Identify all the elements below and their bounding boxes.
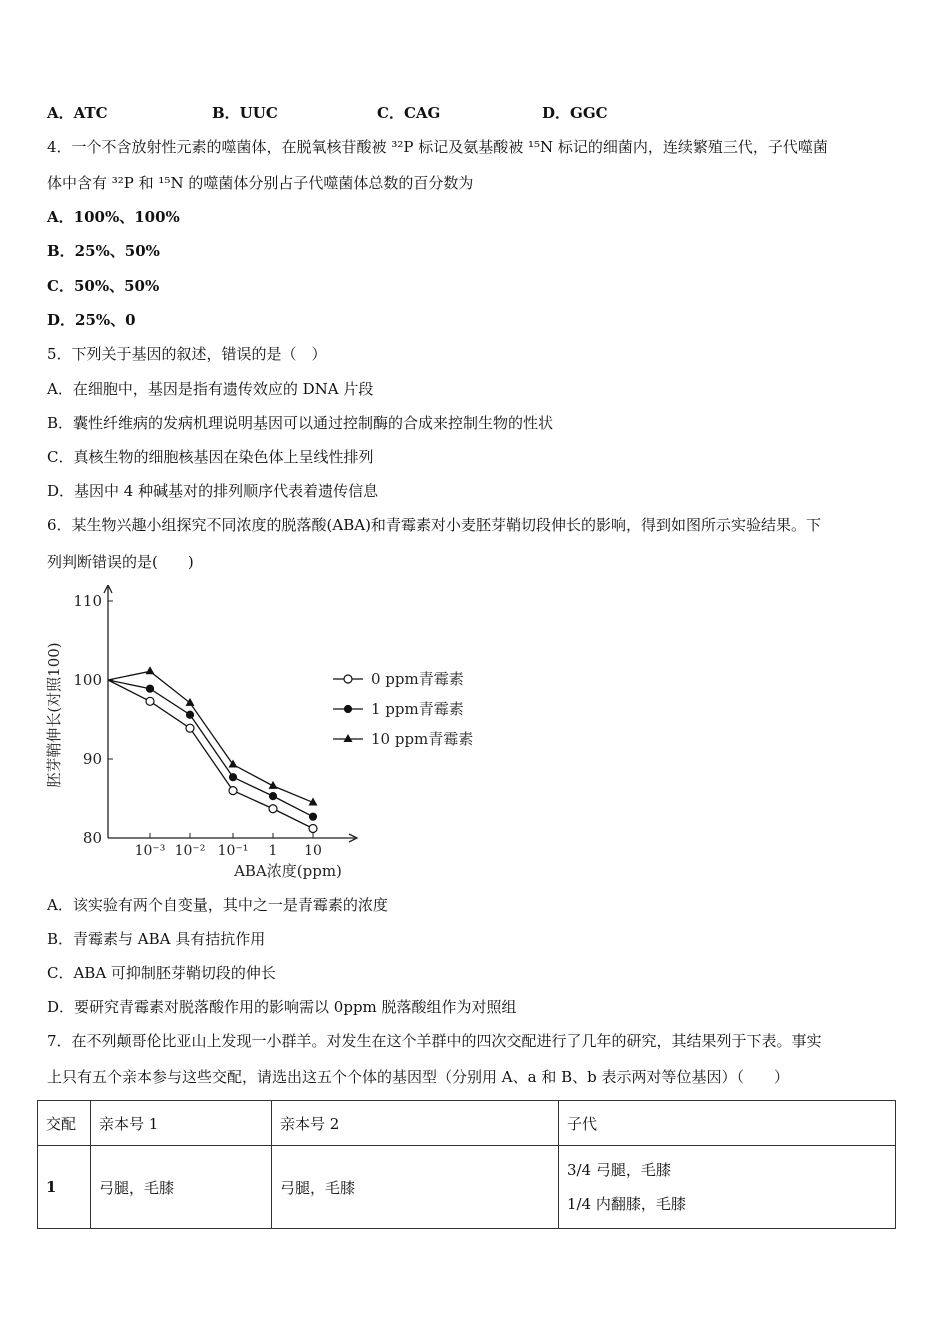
q4-option-b: B．25%、50% [47,242,160,260]
q4-option-c: C．50%、50% [47,277,160,295]
q4-stem-cont: 体中含有 ³²P 和 ¹⁵N 的噬菌体分别占子代噬菌体总数的百分数为 [47,174,474,192]
q6-option-d: D．要研究青霉素对脱落酸作用的影响需以 0ppm 脱落酸组作为对照组 [47,998,517,1016]
q6-stem: 6．某生物兴趣小组探究不同浓度的脱落酸(ABA)和青霉素对小麦胚芽鞘切段伸长的影响，得到如图所示实验结果。下 [47,516,821,534]
data-point-triangle [186,698,195,706]
offspring-line: 3/4 弓腿，毛膝 [567,1161,671,1179]
q6-stem-cont: 列判断错误的是( ) [47,553,194,571]
aba-chart [40,585,500,885]
q6-option-c: C．ABA 可抑制胚芽鞘切段的伸长 [47,964,276,982]
table-header-row [38,1101,896,1146]
q4-option-a: A．100%、100% [47,208,180,226]
series-line [108,671,313,802]
data-point-triangle [146,666,155,674]
q5-option-a: A．在细胞中，基因是指有遗传效应的 DNA 片段 [47,380,374,398]
data-point-open-circle [186,724,194,732]
table-cell: 弓腿，毛膝 [91,1146,272,1229]
q3-option-c: C．CAG [377,104,441,122]
table-cell: 1 [38,1146,91,1229]
table-row [38,1146,896,1229]
q3-option-a: A．ATC [47,104,108,122]
q4-stem: 4．一个不含放射性元素的噬菌体，在脱氧核苷酸被 ³²P 标记及氨基酸被 ¹⁵N 标记的细菌内，连续繁殖三代，子代噬菌 [47,138,828,156]
x-tick-label: 10 [304,843,322,859]
mating-table [37,1100,896,1229]
q5-option-b: B．囊性纤维病的发病机理说明基因可以通过控制酶的合成来控制生物的性状 [47,414,554,432]
x-axis-label: ABA浓度(ppm) [234,862,342,880]
series-line [108,680,313,817]
series-1 [108,680,317,820]
series-2 [108,666,318,805]
y-tick-label: 110 [73,592,102,610]
x-tick-label: 10⁻² [174,843,206,859]
y-tick-label: 100 [73,671,102,689]
series-0 [108,680,317,833]
data-point-open-circle [309,825,317,833]
q6-option-a: A．该实验有两个自变量，其中之一是青霉素的浓度 [47,896,388,914]
q7-stem: 7．在不列颠哥伦比亚山上发现一小群羊。对发生在这个羊群中的四次交配进行了几年的研究，其结果列于下表。事实 [47,1032,822,1050]
legend-label: 0 ppm青霉素 [371,670,464,688]
data-point-filled-circle [147,685,154,692]
q4-option-d: D．25%、0 [47,311,136,329]
header-cell: 交配 [38,1101,91,1146]
x-tick-label: 10⁻³ [134,843,166,859]
q6-option-b: B．青霉素与 ABA 具有拮抗作用 [47,930,266,948]
data-point-triangle [344,734,353,742]
y-tick-label: 90 [82,750,102,768]
offspring-line: 1/4 内翻膝，毛膝 [567,1195,686,1213]
data-point-filled-circle [270,793,277,800]
data-point-filled-circle [187,711,194,718]
table-cell: 弓腿，毛膝 [272,1146,559,1229]
data-point-open-circle [269,805,277,813]
q5-stem: 5．下列关于基因的叙述，错误的是（ ） [47,345,327,363]
data-point-filled-circle [310,813,317,820]
q3-option-d: D．GGC [542,104,608,122]
data-point-filled-circle [230,774,237,781]
legend-label: 1 ppm青霉素 [371,700,464,718]
q5-option-d: D．基因中 4 种碱基对的排列顺序代表着遗传信息 [47,482,379,500]
q5-option-c: C．真核生物的细胞核基因在染色体上呈线性排列 [47,448,374,466]
data-point-open-circle [146,697,154,705]
x-tick-label: 1 [268,843,278,859]
legend-label: 10 ppm青霉素 [371,730,474,748]
q7-stem-cont: 上只有五个亲本参与这些交配，请选出这五个个体的基因型（分别用 A、a 和 B、b 表示两对等位基因）（ ） [47,1068,789,1086]
data-point-filled-circle [345,706,352,713]
header-cell: 亲本号 2 [272,1101,559,1146]
data-point-open-circle [229,787,237,795]
x-tick-label: 10⁻¹ [217,843,249,859]
q3-option-b: B．UUC [212,104,278,122]
table-cell-offspring [559,1146,896,1229]
header-cell: 子代 [559,1101,896,1146]
data-point-open-circle [344,675,352,683]
header-cell: 亲本号 1 [91,1101,272,1146]
y-axis-label: 胚芽鞘伸长(对照100) [45,642,63,788]
series-line [108,680,313,829]
y-tick-label: 80 [82,829,102,847]
